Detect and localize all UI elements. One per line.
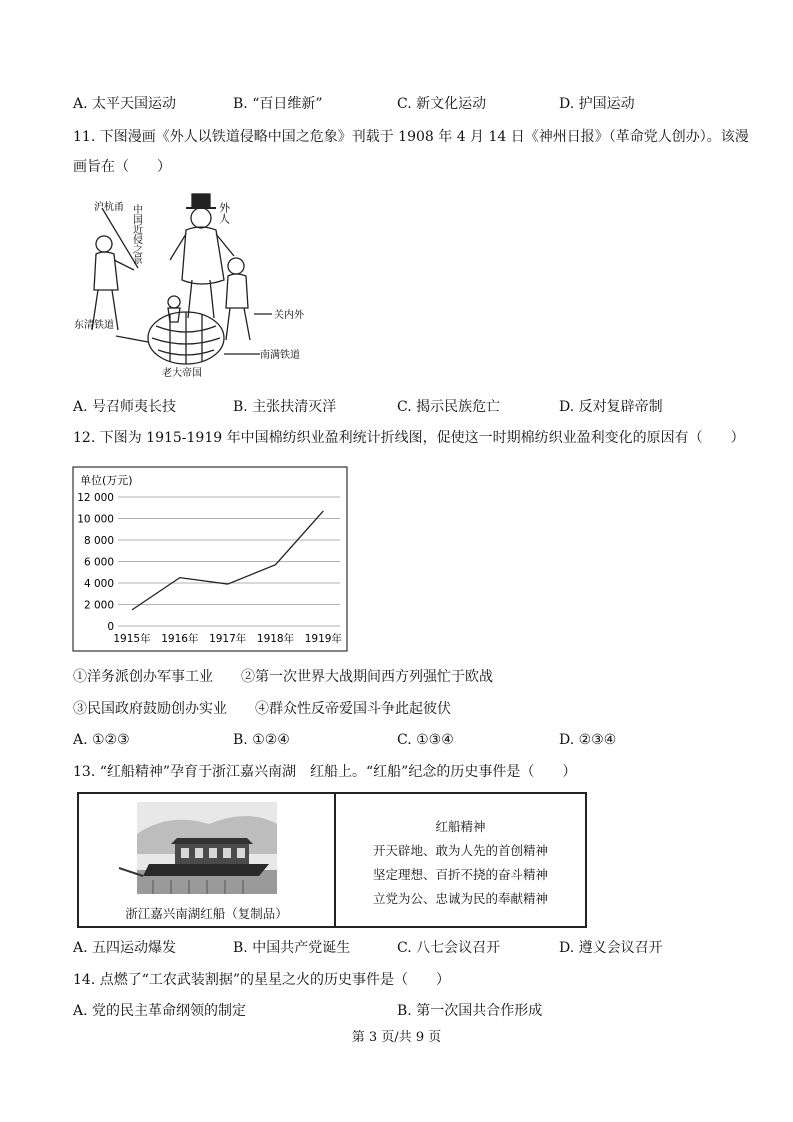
q11-option-a[interactable]: A. 号召师夷长技 bbox=[73, 399, 177, 415]
series-line bbox=[132, 511, 323, 610]
q13-option-a[interactable]: A. 五四运动爆发 bbox=[73, 940, 177, 956]
q13-option-b[interactable]: B. 中国共产党诞生 bbox=[233, 940, 351, 956]
cartoon-drawing bbox=[74, 190, 314, 380]
label-foreigner: 外人 bbox=[217, 202, 231, 224]
q10-option-d[interactable]: D. 护国运动 bbox=[559, 96, 635, 112]
y-tick-label: 2 000 bbox=[83, 599, 114, 612]
svg-text:中国近侵之景: 中国近侵之景 bbox=[130, 204, 142, 264]
y-tick-label: 4 000 bbox=[83, 578, 114, 590]
q10-option-a[interactable]: A. 太平天国运动 bbox=[73, 96, 177, 112]
y-tick-label: 12 000 bbox=[77, 492, 114, 504]
cotton-profit-chart bbox=[72, 466, 348, 652]
q11-stem-cont: 画旨在（ ） bbox=[73, 159, 171, 175]
q11-option-c[interactable]: C. 揭示民族危亡 bbox=[397, 399, 501, 415]
cartoon-figure bbox=[74, 190, 314, 380]
y-axis-ticks bbox=[77, 492, 340, 633]
y-tick-label: 0 bbox=[107, 621, 114, 633]
q11-option-d[interactable]: D. 反对复辟帝制 bbox=[559, 399, 663, 415]
x-axis-ticks bbox=[113, 632, 342, 645]
y-tick-label: 6 000 bbox=[83, 556, 114, 569]
q13-option-d[interactable]: D. 遵义会议召开 bbox=[559, 940, 663, 956]
y-tick-label: 10 000 bbox=[77, 513, 114, 526]
q11-options bbox=[73, 397, 693, 417]
q12-statements-2: ③民国政府鼓励创办实业 ④群众性反帝爱国斗争此起彼伏 bbox=[73, 701, 451, 717]
x-tick-label: 1919年 bbox=[304, 633, 342, 645]
q10-option-c[interactable]: C. 新文化运动 bbox=[397, 96, 487, 112]
y-tick-label: 8 000 bbox=[83, 535, 114, 547]
label-old-empire: 老大帝国 bbox=[162, 368, 202, 379]
q12-statements-1: ①洋务派创办军事工业 ②第一次世界大战期间西方列强忙于欧战 bbox=[73, 669, 493, 685]
q10-option-b[interactable]: B. “百日维新” bbox=[233, 96, 323, 112]
chart-frame bbox=[73, 467, 347, 651]
x-tick-label: 1917年 bbox=[209, 633, 247, 645]
spirit-line-1: 开天辟地、敢为人先的首创精神 bbox=[372, 843, 548, 858]
spirit-title: 红船精神 bbox=[435, 819, 486, 834]
q14-stem: 14. 点燃了“工农武装割据”的星星之火的历史事件是（ ） bbox=[73, 972, 451, 988]
label-china-threat bbox=[131, 203, 143, 265]
q13-stem: 13. “红船精神”孕育于浙江嘉兴南湖 红船上。“红船”纪念的历史事件是（ ） bbox=[73, 764, 577, 780]
chart-svg bbox=[72, 466, 348, 652]
q13-options bbox=[73, 938, 693, 958]
q12-option-b[interactable]: B. ①②④ bbox=[233, 732, 290, 748]
page-footer: 第 3 页/共 9 页 bbox=[351, 1030, 442, 1045]
q11-option-b[interactable]: B. 主张扶清灭洋 bbox=[233, 399, 337, 415]
q12-stem: 12. 下图为 1915-1919 年中国棉纺织业盈利统计折线图，促使这一时期棉纺织业盈利变化的原因有（ ） bbox=[73, 430, 745, 446]
q12-options bbox=[73, 730, 693, 750]
label-dongqing-railway: 东清铁道 bbox=[74, 320, 114, 331]
q12-option-c[interactable]: C. ①③④ bbox=[397, 732, 454, 748]
q13-option-c[interactable]: C. 八七会议召开 bbox=[397, 940, 501, 956]
boat-caption: 浙江嘉兴南湖红船（复制品） bbox=[125, 906, 288, 921]
spirit-line-3: 立党为公、忠诚为民的奉献精神 bbox=[372, 891, 548, 906]
spirit-line-2: 坚定理想、百折不挠的奋斗精神 bbox=[372, 867, 548, 882]
q10-options bbox=[73, 94, 693, 114]
q12-option-a[interactable]: A. ①②③ bbox=[73, 732, 130, 748]
q11-stem: 11. 下图漫画《外人以铁道侵略中国之危象》刊载于 1908 年 4 月 14 日《神州日报》（革命党人创办）。该漫 bbox=[73, 129, 749, 145]
x-tick-label: 1916年 bbox=[161, 633, 199, 645]
x-tick-label: 1915年 bbox=[113, 633, 151, 645]
q14-options bbox=[73, 1001, 693, 1021]
q14-option-a[interactable]: A. 党的民主革命纲领的制定 bbox=[73, 1003, 247, 1019]
red-boat-photo bbox=[79, 794, 336, 926]
chart-ylabel: 单位(万元) bbox=[80, 474, 133, 487]
q14-option-b[interactable]: B. 第一次国共合作形成 bbox=[397, 1003, 543, 1019]
boat-illustration bbox=[79, 794, 334, 904]
red-boat-spirit-panel bbox=[336, 794, 585, 926]
red-boat-figure bbox=[77, 792, 587, 928]
label-guan-neiwai: 关内外 bbox=[274, 310, 304, 321]
label-nanman-railway: 南满铁道 bbox=[260, 350, 300, 361]
label-huhangyong: 沪杭甬 bbox=[94, 202, 124, 213]
q12-option-d[interactable]: D. ②③④ bbox=[559, 732, 617, 748]
x-tick-label: 1918年 bbox=[256, 633, 295, 645]
